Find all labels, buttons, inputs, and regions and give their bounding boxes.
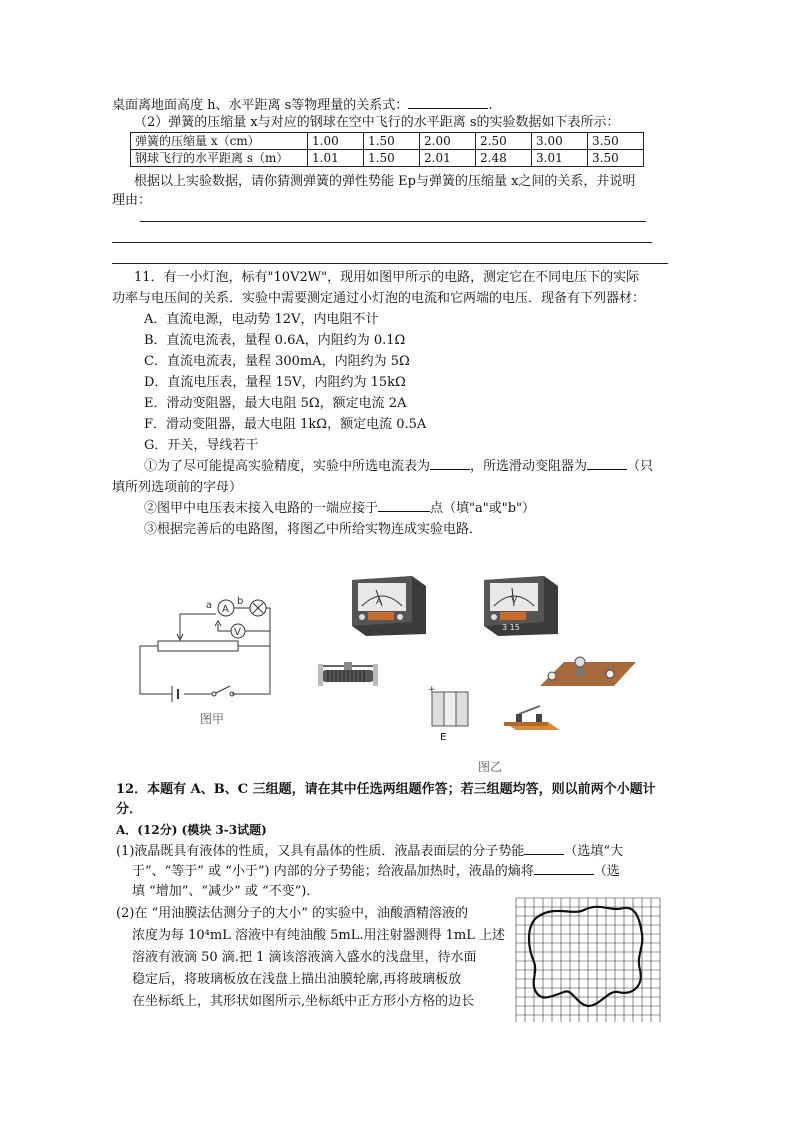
figure-yi-caption: 图乙	[478, 760, 503, 774]
ammeter-face-label: A	[376, 597, 383, 607]
q11-sub2-text2: 点（填"a"或"b"）	[430, 501, 536, 516]
q12-p1-text: (1)液晶既具有液体的性质，又具有晶体的性质．液晶表面层的分子势能	[116, 844, 525, 859]
q12-p2-line4: 稳定后，将玻璃板放在浅盘上描出油膜轮廓,再将玻璃板放	[132, 972, 462, 987]
q12-title-line2: 分．	[116, 802, 143, 817]
voltmeter-range-label: 3 15	[502, 623, 520, 632]
switch-device	[502, 700, 562, 734]
spring-data-table	[130, 132, 644, 167]
q12-p1-text4: （选	[593, 864, 620, 879]
top-line1-suffix: .	[488, 98, 493, 113]
q11-sub1-text: ①为了尽可能提高实验精度，实验中所选电流表为	[144, 459, 431, 474]
answer-line-1[interactable]	[140, 221, 646, 222]
top-line4: 理由：	[112, 193, 152, 208]
q12-p2-line3: 溶液有液滴 50 滴.把 1 滴该溶液滴入盛水的浅盘里，待水面	[132, 950, 477, 965]
table-row	[131, 150, 644, 167]
q12-p1-line3: 填 “增加”、“减少” 或 “不变”)．	[132, 884, 320, 899]
table-cell: 2.00	[420, 133, 476, 150]
q12-p1-text2: （选填“大	[564, 844, 624, 859]
q11-intro2: 功率与电压间的关系．实验中需要测定通过小灯泡的电流和它两端的电压．现备有下列器材：	[112, 291, 646, 306]
bulb-holder-device	[534, 654, 638, 688]
q11-option-g: G．开关，导线若干	[144, 438, 259, 453]
answer-blank-ammeter[interactable]	[430, 457, 470, 470]
battery-device	[428, 684, 472, 742]
voltmeter-face-label: V	[511, 596, 518, 606]
q11-option-a: A．直流电源，电动势 12V，内电阻不计	[144, 312, 379, 327]
q12-p1-line2	[132, 862, 620, 882]
q12-title-line1: 12．本题有 A、B、C 三组题，请在其中任选两组题作答；若三组题均答，则以前两个小题计	[116, 782, 656, 797]
table-cell: 1.50	[364, 150, 420, 167]
answer-line-3[interactable]	[112, 263, 668, 264]
circuit-label-ammeter: A	[222, 604, 229, 615]
table-row	[131, 133, 644, 150]
q12-p1-line1	[116, 842, 623, 862]
ammeter-device	[346, 572, 432, 638]
circuit-diagram	[132, 594, 282, 724]
q12-p2-line1: (2)在 “用油膜法估测分子的大小” 的实验中，油酸酒精溶液的	[116, 906, 468, 921]
top-line3: 根据以上实验数据，请你猜测弹簧的弹性势能 Ep与弹簧的压缩量 x之间的关系，并说明	[134, 174, 636, 189]
circuit-label-b: b	[237, 596, 244, 607]
top-line1-text: 桌面离地面高度 h、水平距离 s等物理量的关系式：	[112, 98, 409, 113]
oil-film-grid-figure	[514, 896, 662, 1024]
answer-blank-rheostat[interactable]	[587, 457, 627, 470]
q12-part-a: A．(12分) (模块 3-3试题)	[116, 823, 267, 837]
figure-jia-caption: 图甲	[200, 712, 225, 726]
q11-sub1-cont: 填所列选项前的字母）	[112, 480, 243, 495]
table-cell: 3.01	[532, 150, 588, 167]
voltmeter-device	[478, 572, 564, 638]
table-cell: 2.48	[476, 150, 532, 167]
table-cell: 1.01	[308, 150, 364, 167]
q12-p2-line2: 浓度为每 10⁴mL 溶液中有纯油酸 5mL.用注射器测得 1mL 上述	[132, 928, 505, 943]
q11-option-c: C．直流电流表，量程 300mA，内阻约为 5Ω	[144, 354, 410, 369]
answer-blank-point[interactable]	[378, 499, 430, 512]
svg-text:+: +	[428, 685, 436, 695]
battery-label-e: E	[440, 732, 447, 743]
answer-blank-potential[interactable]	[524, 842, 564, 855]
answer-blank-relation[interactable]	[408, 96, 488, 109]
answer-blank-entropy[interactable]	[534, 862, 594, 875]
q12-p2-line5: 在坐标纸上，其形状如图所示,坐标纸中正方形小方格的边长	[132, 994, 475, 1009]
rheostat-device	[318, 658, 378, 692]
q11-sub1-text2: ，所选滑动变阻器为	[470, 459, 588, 474]
table-row-header: 弹簧的压缩量 x（cm）	[131, 133, 308, 150]
q11-sub1-text3: （只	[627, 459, 654, 474]
q11-option-d: D．直流电压表，量程 15V，内阻约为 15kΩ	[144, 375, 406, 390]
q11-sub3: ③根据完善后的电路图，将图乙中所给实物连成实验电路．	[144, 522, 483, 537]
table-row-header: 钢球飞行的水平距离 s（m）	[131, 150, 308, 167]
table-cell: 3.50	[588, 133, 644, 150]
circuit-label-a: a	[206, 600, 213, 611]
q11-intro1: 11．有一小灯泡，标有"10V2W"，现用如图甲所示的电路，测定它在不同电压下的实际	[134, 270, 640, 285]
table-cell: 2.01	[420, 150, 476, 167]
top-line2: （2）弹簧的压缩量 x与对应的钢球在空中飞行的水平距离 s的实验数据如下表所示：	[134, 115, 620, 130]
table-cell: 3.00	[532, 133, 588, 150]
q12-p1-text3: 于”、“等于” 或 “小于”) 内部的分子势能；给液晶加热时，液晶的熵将	[132, 864, 534, 879]
circuit-label-voltmeter: V	[234, 627, 241, 638]
q11-sub2-text: ②图甲中电压表末接入电路的一端应接于	[144, 501, 379, 516]
table-cell: 3.50	[588, 150, 644, 167]
q11-option-b: B．直流电流表，量程 0.6A，内阻约为 0.1Ω	[144, 333, 406, 348]
q11-sub2	[144, 499, 535, 519]
answer-line-2[interactable]	[112, 242, 652, 243]
q11-option-f: F．滑动变阻器，最大电阻 1kΩ，额定电流 0.5A	[144, 417, 427, 432]
table-cell: 1.00	[308, 133, 364, 150]
table-cell: 2.50	[476, 133, 532, 150]
q11-sub1	[144, 457, 653, 477]
q11-option-e: E．滑动变阻器，最大电阻 5Ω，额定电流 2A	[144, 396, 407, 411]
table-cell: 1.50	[364, 133, 420, 150]
